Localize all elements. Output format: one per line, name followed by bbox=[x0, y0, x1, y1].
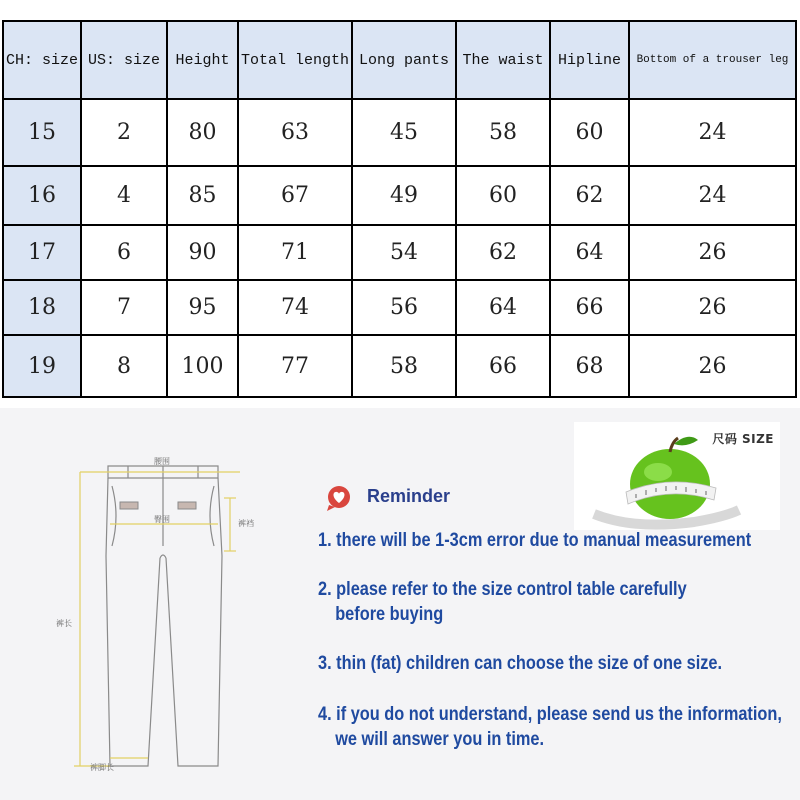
waist-label: 腰围 bbox=[154, 457, 170, 466]
table-cell: 66 bbox=[456, 335, 550, 397]
table-cell: 74 bbox=[238, 280, 352, 335]
table-cell: 63 bbox=[238, 99, 352, 166]
note-line: 2. please refer to the size control table carefully bbox=[318, 579, 687, 600]
table-cell: 90 bbox=[167, 225, 238, 280]
table-cell: 4 bbox=[81, 166, 167, 225]
note-line-continued: we will answer you in time. bbox=[335, 729, 545, 750]
table-row bbox=[3, 99, 796, 166]
table-cell: 62 bbox=[456, 225, 550, 280]
note-line: 4. if you do not understand, please send us the information, bbox=[318, 704, 782, 725]
table-cell: 64 bbox=[456, 280, 550, 335]
table-cell: 15 bbox=[3, 99, 81, 166]
reminder-title: Reminder bbox=[367, 486, 451, 506]
header-ch-size: CH: size bbox=[3, 21, 81, 99]
table-cell: 67 bbox=[238, 166, 352, 225]
table-cell: 95 bbox=[167, 280, 238, 335]
header-height: Height bbox=[167, 21, 238, 99]
table-cell: 66 bbox=[550, 280, 629, 335]
table-cell: 68 bbox=[550, 335, 629, 397]
note-line: 3. thin (fat) children can choose the size of one size. bbox=[318, 653, 723, 674]
leg-opening-label: 裤脚长 bbox=[90, 763, 114, 772]
header-us-size: US: size bbox=[81, 21, 167, 99]
table-cell: 60 bbox=[456, 166, 550, 225]
length-label: 裤长 bbox=[56, 619, 72, 628]
table-row bbox=[3, 280, 796, 335]
table-cell: 58 bbox=[352, 335, 456, 397]
header-waist: The waist bbox=[456, 21, 550, 99]
table-cell: 58 bbox=[456, 99, 550, 166]
header-total-length: Total length bbox=[238, 21, 352, 99]
table-cell: 26 bbox=[629, 280, 796, 335]
table-cell: 19 bbox=[3, 335, 81, 397]
crotch-label: 裤裆 bbox=[238, 519, 254, 528]
header-hipline: Hipline bbox=[550, 21, 629, 99]
table-cell: 6 bbox=[81, 225, 167, 280]
table-cell: 80 bbox=[167, 99, 238, 166]
table-header-row bbox=[3, 21, 796, 99]
table-cell: 18 bbox=[3, 280, 81, 335]
table-cell: 100 bbox=[167, 335, 238, 397]
table-cell: 77 bbox=[238, 335, 352, 397]
table-cell: 8 bbox=[81, 335, 167, 397]
table-row bbox=[3, 166, 796, 225]
header-long-pants: Long pants bbox=[352, 21, 456, 99]
table-row bbox=[3, 225, 796, 280]
table-cell: 62 bbox=[550, 166, 629, 225]
table-cell: 7 bbox=[81, 280, 167, 335]
reminder-note-4 bbox=[318, 702, 782, 752]
table-cell: 26 bbox=[629, 335, 796, 397]
size-badge bbox=[574, 422, 780, 530]
header-trouser-leg-bottom: Bottom of a trouser leg bbox=[629, 21, 796, 99]
size-badge-label: 尺码 SIZE bbox=[712, 432, 774, 446]
table-cell: 24 bbox=[629, 99, 796, 166]
size-table bbox=[2, 20, 797, 398]
table-cell: 2 bbox=[81, 99, 167, 166]
note-line: 1. there will be 1-3cm error due to manual measurement bbox=[318, 530, 752, 551]
table-cell: 49 bbox=[352, 166, 456, 225]
table-cell: 45 bbox=[352, 99, 456, 166]
reminder-note-3 bbox=[318, 651, 722, 676]
table-cell: 56 bbox=[352, 280, 456, 335]
table-cell: 60 bbox=[550, 99, 629, 166]
table-cell: 71 bbox=[238, 225, 352, 280]
pants-measurement-diagram bbox=[50, 436, 260, 776]
table-row bbox=[3, 335, 796, 397]
reminder-note-1 bbox=[318, 528, 751, 553]
table-cell: 24 bbox=[629, 166, 796, 225]
info-panel bbox=[0, 408, 800, 800]
table-cell: 26 bbox=[629, 225, 796, 280]
table-cell: 16 bbox=[3, 166, 81, 225]
hip-label: 臀围 bbox=[154, 515, 170, 524]
table-cell: 17 bbox=[3, 225, 81, 280]
table-cell: 64 bbox=[550, 225, 629, 280]
heart-speech-bubble-icon bbox=[325, 485, 357, 511]
note-line-continued: before buying bbox=[335, 604, 444, 625]
reminder-note-2 bbox=[318, 577, 687, 627]
table-cell: 85 bbox=[167, 166, 238, 225]
table-cell: 54 bbox=[352, 225, 456, 280]
